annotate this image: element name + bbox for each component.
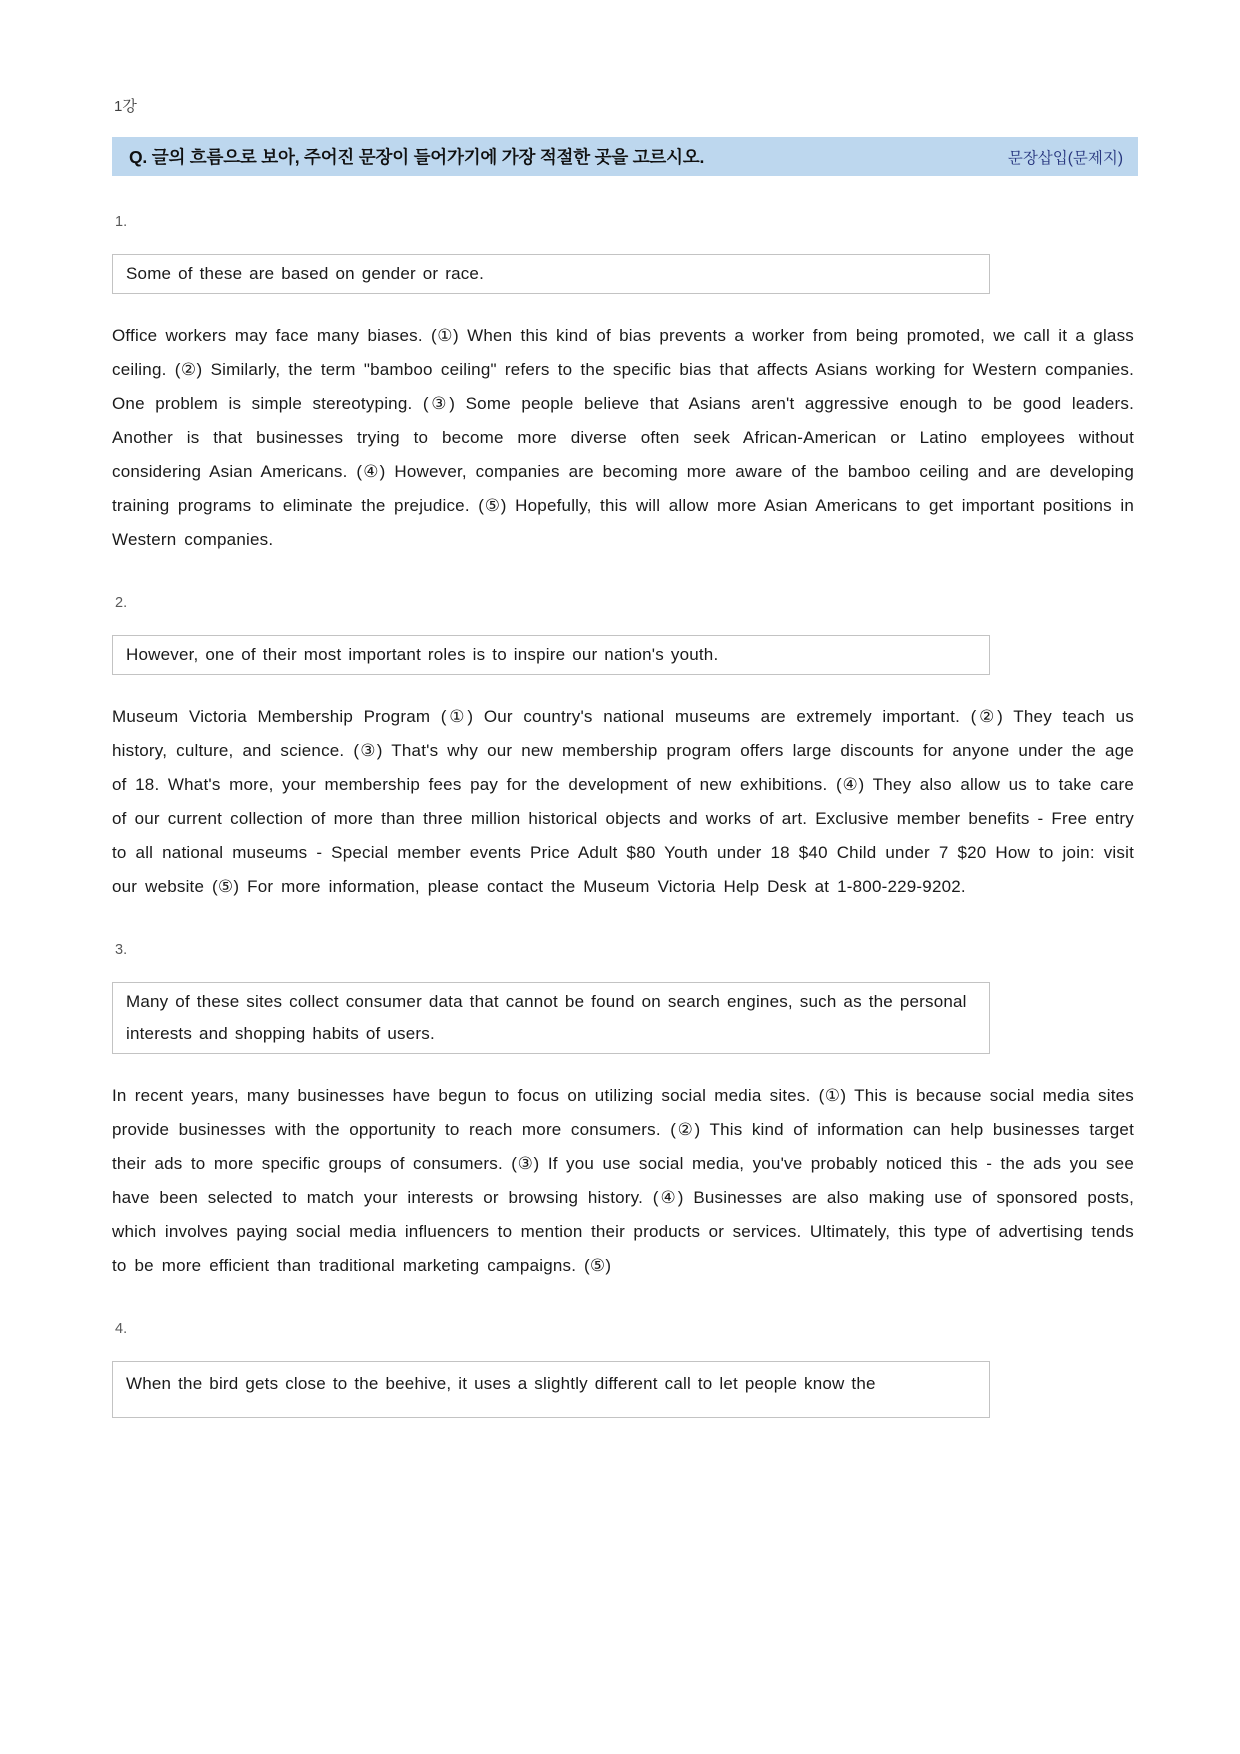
given-sentence: Some of these are based on gender or race. — [126, 264, 484, 283]
given-sentence-box — [112, 254, 990, 294]
question-prompt: Q. 글의 흐름으로 보아, 주어진 문장이 들어가기에 가장 적절한 곳을 고르시오. — [129, 147, 705, 167]
lesson-label: 1강 — [114, 98, 137, 115]
question-block-3 — [112, 942, 1138, 1283]
question-number: 1. — [115, 214, 128, 230]
question-number: 4. — [115, 1321, 128, 1337]
question-block-1 — [112, 214, 1138, 557]
question-block-2 — [112, 595, 1138, 904]
given-sentence-box — [112, 1361, 990, 1418]
question-header-bar — [112, 137, 1138, 176]
passage-text: Museum Victoria Membership Program (①) Our country's national museums are extremely important. (②) They teach us history, culture, and science. (③) That's why our new membership program offers large discounts for anyone under the age of 18. What's more, your membership fees pay for the development of new exhibitions. (④) They also allow us to take care of our current collection of more than three million historical objects and works of art. Exclusive member benefits - Free entry to all national museums - Special member events Price Adult $80 Youth under 18 $40 Child under 7 $20 How to join: visit our website (⑤) For more information, please contact the Museum Victoria Help Desk at 1-800-229-9202. — [112, 707, 1134, 896]
category-label: 문장삽입(문제지) — [1007, 149, 1123, 167]
passage-text: In recent years, many businesses have begun to focus on utilizing social media sites. (①) This is because social media sites provide businesses with the opportunity to reach more consumers. (②) This kind of information can help businesses target their ads to more specific groups of consumers. (③) If you use social media, you've probably noticed this - the ads you see have been selected to match your interests or browsing history. (④) Businesses are also making use of sponsored posts, which involves paying social media influencers to mention their products or services. Ultimately, this type of advertising tends to be more efficient than traditional marketing campaigns. (⑤) — [112, 1086, 1134, 1275]
given-sentence: When the bird gets close to the beehive, it uses a slightly different call to let people know the — [126, 1374, 876, 1393]
passage-text: Office workers may face many biases. (①) When this kind of bias prevents a worker from being promoted, we call it a glass ceiling. (②) Similarly, the term "bamboo ceiling" refers to the specific bias that affects Asians working for Western companies. One problem is simple stereotyping. (③) Some people believe that Asians aren't aggressive enough to be good leaders. Another is that businesses trying to become more diverse often seek African-American or Latino employees without considering Asian Americans. (④) However, companies are becoming more aware of the bamboo ceiling and are developing training programs to eliminate the prejudice. (⑤) Hopefully, this will allow more Asian Americans to get important positions in Western companies. — [112, 326, 1134, 549]
question-number: 3. — [115, 942, 128, 958]
question-number: 2. — [115, 595, 128, 611]
given-sentence-box — [112, 635, 990, 675]
given-sentence-box — [112, 982, 990, 1054]
question-block-4 — [112, 1321, 1138, 1418]
given-sentence: Many of these sites collect consumer data that cannot be found on search engines, such as the personal interests and shopping habits of users. — [126, 992, 967, 1043]
given-sentence: However, one of their most important roles is to inspire our nation's youth. — [126, 645, 719, 664]
